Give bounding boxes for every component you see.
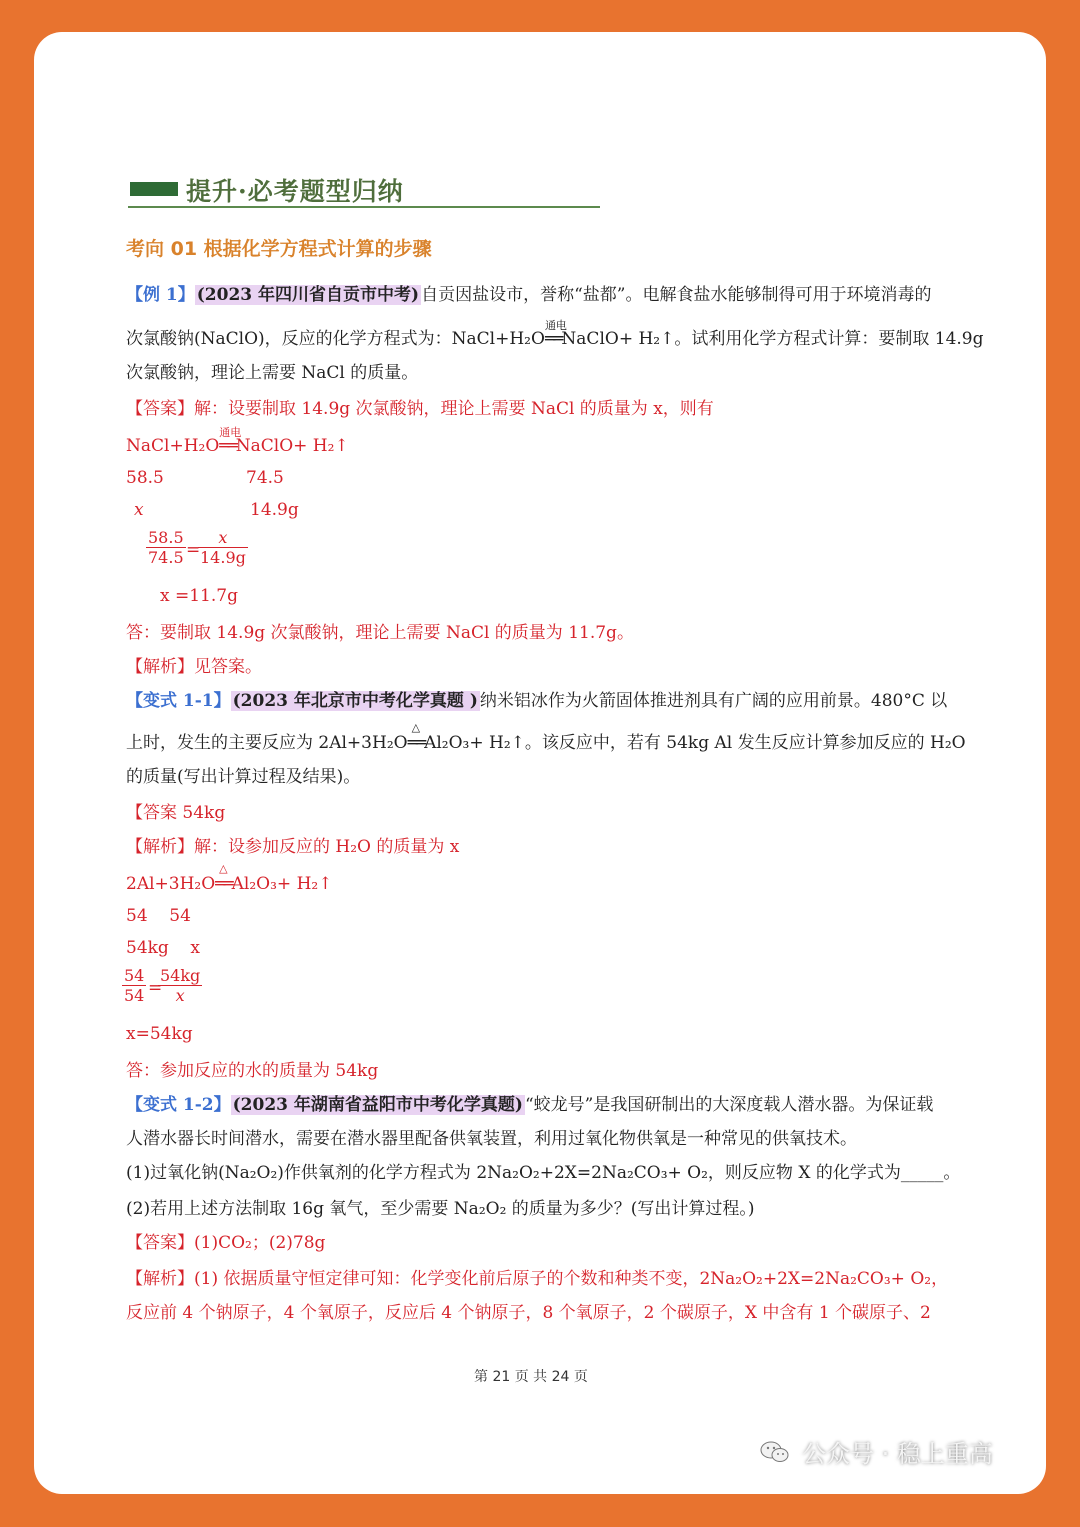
v11-condition-arrow: △ ══ [407, 721, 425, 753]
v11-eq-condition: △ [219, 862, 228, 875]
page-number: 第 21 页 共 24 页 [474, 1369, 588, 1385]
v12-answer: 【答案】(1)CO₂；(2)78g [126, 1233, 326, 1253]
v11-answer: 【答案 54kg [126, 803, 226, 823]
ex1-result: x =11.7g [160, 586, 238, 606]
ex1-text-2a: 次氯酸钠(NaClO)，反应的化学方程式为：NaCl+H₂O [126, 329, 545, 349]
ex1-var-2: 14.9g [250, 500, 299, 520]
ex1-line-2 [126, 319, 984, 349]
v12-analysis-1: 【解析】(1) 依据质量守恒定律可知：化学变化前后原子的个数和种类不变，2Na₂O₂+2X=2Na₂CO₃+ O₂， [126, 1269, 949, 1289]
v11-fraction-2-den: x [158, 985, 202, 1005]
ex1-eq-condition: 通电 [219, 426, 242, 439]
v11-row-2: 54kg x [126, 938, 201, 958]
v11-condition: △ [411, 721, 421, 734]
v11-eq-left: 2Al+3H₂O [126, 874, 216, 894]
ex1-text-2b: NaClO+ H₂↑。试利用化学方程式计算：要制取 14.9g [561, 329, 984, 349]
ex1-fraction-1-den: 74.5 [148, 548, 184, 567]
ex1-fraction-2-den: 14.9g [200, 548, 246, 567]
ex1-tag: 【例 1】 [126, 285, 195, 305]
v12-question-2: (2)若用上述方法制取 16g 氧气，至少需要 Na₂O₂ 的质量为多少？(写出计算过程。) [126, 1199, 755, 1219]
header-bar-decoration [130, 182, 178, 196]
v11-conclusion: 答：参加反应的水的质量为 54kg [126, 1061, 379, 1081]
v11-fraction-2-num: 54kg [160, 966, 201, 985]
ex1-equals: = [186, 540, 201, 560]
ex1-eq-left: NaCl+H₂O [126, 436, 220, 456]
v11-text-3: 的质量(写出计算过程及结果)。 [126, 767, 361, 787]
section-title: 考向 01 根据化学方程式计算的步骤 [126, 238, 432, 260]
v11-source: (2023 年北京市中考化学真题 ) [232, 691, 478, 711]
ex1-condition-arrow: 通电 ══ [544, 319, 567, 349]
ex1-text-3: 次氯酸钠，理论上需要 NaCl 的质量。 [126, 363, 419, 383]
ex1-text-1: 自贡因盐设市，誉称“盐都”。电解食盐水能够制得可用于环境消毒的 [421, 285, 932, 305]
v11-fraction-2 [158, 966, 202, 1005]
ex1-conclusion: 答：要制取 14.9g 次氯酸钠，理论上需要 NaCl 的质量为 11.7g。 [126, 623, 634, 643]
v12-analysis-2: 反应前 4 个钠原子，4 个氧原子，反应后 4 个钠原子，8 个氧原子，2 个碳原子，X 中含有 1 个碳原子、2 [126, 1303, 931, 1323]
v11-text-1: 纳米铝冰作为火箭固体推进剂具有广阔的应用前景。480°C 以 [479, 691, 948, 711]
v12-text-1: “蛟龙号”是我国研制出的大深度载人潜水器。为保证载 [524, 1095, 934, 1115]
ex1-fraction-1-num: 58.5 [148, 528, 184, 547]
v11-fraction-1-num: 54 [124, 966, 145, 985]
v11-fraction-1 [122, 966, 146, 1005]
v12-line-1 [126, 1090, 933, 1115]
v11-equals: = [148, 978, 163, 998]
ex1-equation [126, 426, 349, 456]
ex1-fraction-2-num: x [218, 528, 228, 547]
ex1-source: (2023 年四川省自贡市中考) [196, 285, 420, 305]
header-underline [128, 206, 600, 208]
ex1-mass-2: 74.5 [246, 468, 284, 488]
v12-text-2: 人潜水器长时间潜水，需要在潜水器里配备供氧装置，利用过氧化物供氧是一种常见的供氧技术。 [126, 1129, 857, 1149]
v11-equation [126, 862, 333, 894]
v11-tag: 【变式 1-1】 [126, 691, 231, 711]
v11-fraction-1-den: 54 [124, 986, 145, 1005]
ex1-var-1: x [134, 500, 144, 520]
v11-eq-arrow: △ ══ [215, 862, 232, 894]
v11-eq-right: Al₂O₃+ H₂↑ [231, 874, 333, 894]
v11-result: x=54kg [126, 1024, 193, 1044]
ex1-eq-arrow: 通电 ══ [219, 426, 242, 456]
v11-row-1: 54 54 [126, 906, 191, 926]
wechat-icon [760, 1440, 790, 1464]
header-title: 提升·必考题型归纳 [186, 177, 404, 206]
ex1-fraction-2 [198, 528, 248, 567]
watermark-text: 公众号 · 稳上重高 [802, 1440, 993, 1468]
ex1-mass-1: 58.5 [126, 468, 164, 488]
v11-line-1 [126, 686, 947, 711]
ex1-condition: 通电 [544, 319, 567, 332]
v12-source: (2023 年湖南省益阳市中考化学真题) [232, 1095, 523, 1115]
v11-line-2 [126, 721, 966, 753]
v11-text-2a: 上时，发生的主要反应为 2Al+3H₂O [126, 733, 408, 753]
document-page [34, 32, 1046, 1494]
v12-question-1: (1)过氧化钠(Na₂O₂)作供氧剂的化学方程式为 2Na₂O₂+2X=2Na₂CO₃+ O₂，则反应物 X 的化学式为_____。 [126, 1163, 961, 1183]
v11-analysis: 【解析】解：设参加反应的 H₂O 的质量为 x [126, 837, 460, 857]
ex1-answer: 【答案】解：设要制取 14.9g 次氯酸钠，理论上需要 NaCl 的质量为 x，则有 [126, 399, 714, 419]
ex1-eq-right: NaClO+ H₂↑ [235, 436, 349, 456]
ex1-analysis: 【解析】见答案。 [126, 657, 262, 677]
v11-text-2b: Al₂O₃+ H₂↑。该反应中，若有 54kg Al 发生反应计算参加反应的 H₂O [424, 733, 966, 753]
ex1-line-1 [126, 280, 931, 305]
v12-tag: 【变式 1-2】 [126, 1095, 231, 1115]
ex1-fraction-1 [146, 528, 186, 567]
